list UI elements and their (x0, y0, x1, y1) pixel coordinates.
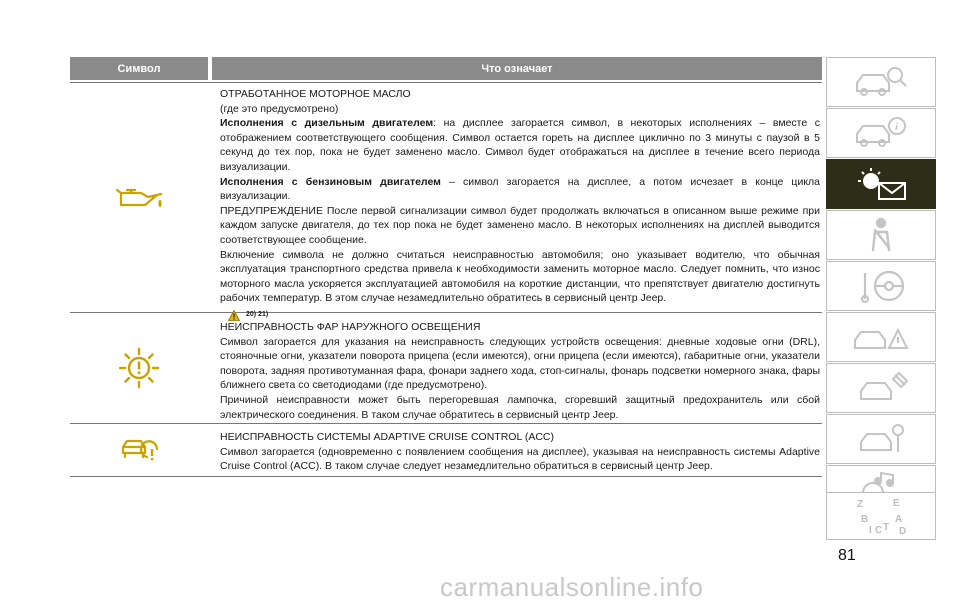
meaning-cell (220, 87, 820, 323)
sidebar-tab-data[interactable] (826, 414, 936, 464)
sidebar-tab-warning-lights[interactable] (826, 159, 936, 209)
index-letter: C (875, 525, 883, 536)
meaning-cell (220, 320, 820, 422)
petrol-label: Исполнения с бензиновым двигателем (220, 175, 441, 188)
row-text: Причиной неисправности может быть перегоревшая лампочка, сгоревший защитный предохранитель или сбой электрического соединения. В таком случае обратитесь в сервисный центр Jeep. (220, 393, 820, 421)
note-paragraph: Включение символа не должно считаться неисправностью автомобиля; оно указывает водителю, что обычная эксплуатация транспортного средства привела к необходимости заменить моторное масло. Следует помнить, что износ моторного масла ускоряется эксплуатацией автомобиля на короткие дистанции, что препятствует двигателю достигнуть рабочих температур. В этом случае незамедлительно обратитесь в сервисный центр Jeep. (220, 248, 820, 305)
sidebar-tab-car-search[interactable] (826, 57, 936, 107)
meaning-cell (220, 430, 820, 474)
index-letter: I (869, 525, 872, 536)
sidebar-tab-tools[interactable] (826, 363, 936, 413)
car-accident-icon (851, 318, 911, 356)
index-letter: B (861, 514, 869, 525)
watermark: carmanualsonline.info (440, 572, 704, 602)
index-letter: Z (857, 499, 864, 510)
row-title: ОТРАБОТАННОЕ МОТОРНОЕ МАСЛО (220, 88, 411, 100)
car-info-icon (851, 114, 911, 152)
exterior-light-fault-icon (118, 347, 160, 389)
petrol-paragraph (220, 175, 820, 204)
page-number: 81 (838, 547, 856, 564)
diesel-paragraph (220, 116, 820, 174)
sidebar-tab-car-info[interactable] (826, 108, 936, 158)
index-letter: T (883, 522, 890, 533)
car-search-icon (851, 63, 911, 101)
warning-lights-icon (851, 165, 911, 203)
symbol-cell (70, 312, 208, 423)
header-meaning: Что означает (212, 57, 822, 80)
engine-oil-can-icon (115, 183, 163, 211)
svg-text:i: i (895, 121, 899, 133)
seat-belt-icon (851, 216, 911, 254)
sidebar-tab-index[interactable] (826, 492, 936, 540)
divider (70, 476, 822, 477)
diesel-label: Исполнения с дизельным двигателем (220, 117, 434, 130)
reference-numbers[interactable]: 20) 21) (246, 310, 269, 318)
row-subtitle: (где это предусмотрено) (220, 102, 339, 115)
symbol-cell (70, 82, 208, 312)
petrol-text: – символ загорается на дисплее, а потом исчезает в конце цикла визуализации. (220, 175, 820, 203)
symbol-cell (70, 423, 208, 476)
index-letter: E (893, 498, 900, 509)
sidebar-tab-steering[interactable] (826, 261, 936, 311)
acc-fault-icon (119, 435, 159, 465)
index-letter: D (899, 526, 907, 536)
header-symbol: Символ (70, 57, 208, 80)
row-text: Символ загорается (одновременно с появлением сообщения на дисплее), указывая на неисправность системы Adaptive Cruise Control (ACC). В таком случае следует незамедлительно обратиться в сервисный центр Jeep. (220, 445, 820, 473)
warning-paragraph: ПРЕДУПРЕЖДЕНИЕ После первой сигнализации символ будет продолжать включаться в описанном выше режиме при каждом запуске двигателя, до тех пор пока не будет заменено масло. В некоторых исполнениях на дисплей выводится соответствующее сообщение. (220, 204, 820, 246)
sidebar-tab-seat-belt[interactable] (826, 210, 936, 260)
row-title: НЕИСПРАВНОСТЬ СИСТЕМЫ ADAPTIVE CRUISE CONTROL (ACC) (220, 431, 554, 443)
row-text: Символ загорается для указания на неисправность следующих устройств освещения: дневные ходовые огни (DRL), стояночные огни, указатели поворота прицепа (если имеются), огни прицепа (если имеются), габаритные огни, указатели поворота, задняя противотуманная фара, фонари заднего хода, стоп-сигналы, фонарь подсветки номерного знака, фары ближнего света со светодиодами (где предусмотрено). (220, 335, 820, 392)
steering-wheel-icon (851, 267, 911, 305)
specifications-icon (851, 420, 911, 458)
diesel-text: : на дисплее загорается символ, в некоторых исполнениях – вместе с отображением соответствующего сообщения. Символ остается гореть на дисплее циклично по 3 минуты с паузой в 5 секунд до тех пор, пока не будет заменено масло. Символ будет отображаться на дисплее в течение всего периода визуализации. (220, 117, 820, 173)
index-letters-icon (851, 496, 911, 536)
car-tools-icon (851, 369, 911, 407)
row-title: НЕИСПРАВНОСТЬ ФАР НАРУЖНОГО ОСВЕЩЕНИЯ (220, 321, 481, 333)
sidebar-tab-accident[interactable] (826, 312, 936, 362)
index-letter: A (895, 514, 903, 525)
